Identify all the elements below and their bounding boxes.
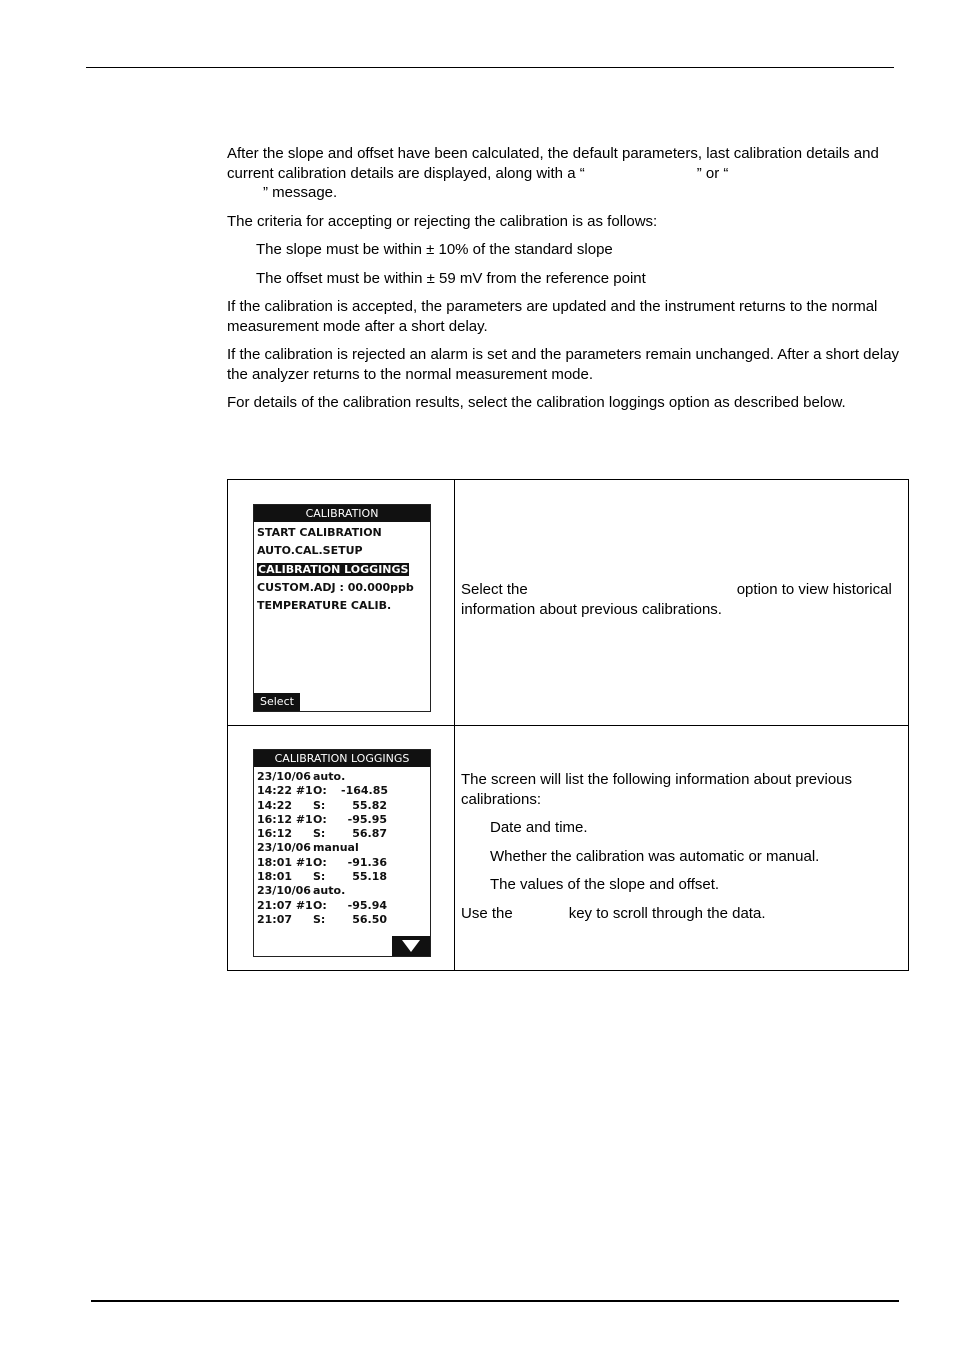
- select-softkey[interactable]: Select: [254, 693, 300, 711]
- log-cell: auto.: [313, 770, 346, 783]
- log-list: [254, 767, 430, 927]
- step2-bullet-date: Date and time.: [490, 819, 588, 836]
- step-row-2: [228, 726, 909, 971]
- step1-text-cell: [455, 480, 909, 726]
- p1-part-c: ” message.: [263, 184, 338, 201]
- paragraph-details: For details of the calibration results, select the calibration loggings option as described below.: [227, 394, 846, 411]
- screen2-cell: [228, 726, 455, 971]
- footer-rule: [91, 1300, 899, 1302]
- log-cell: 21:07 #1: [257, 898, 313, 912]
- step2-bullet-values: The values of the slope and offset.: [490, 876, 720, 893]
- log-row: [254, 813, 430, 827]
- log-cell: O:: [313, 812, 327, 826]
- log-cell: S:: [313, 798, 326, 812]
- log-cell: -164.85: [341, 784, 389, 798]
- step1-text-b: option to view historical information about previous calibrations.: [461, 581, 892, 618]
- log-cell: 23/10/06: [257, 770, 311, 783]
- step2-scroll-text: [461, 904, 902, 924]
- calibration-menu-screen: [253, 504, 431, 712]
- steps-table: [227, 479, 909, 971]
- log-cell: -91.36: [347, 855, 387, 869]
- log-cell: 14:22 #1: [257, 784, 313, 798]
- log-cell: auto.: [313, 884, 346, 898]
- paragraph-criteria: The criteria for accepting or rejecting the calibration is as follows:: [227, 212, 658, 230]
- step1-text-a: Select the: [461, 581, 528, 598]
- calibration-loggings-screen: [253, 749, 431, 957]
- menu-item-calibration-loggings[interactable]: CALIBRATION LOGGINGS: [258, 562, 409, 576]
- log-row: [254, 799, 430, 813]
- log-cell: S:: [313, 912, 326, 926]
- log-row: [254, 884, 430, 898]
- calibration-menu-list: [254, 522, 430, 615]
- screen2-title: CALIBRATION LOGGINGS: [254, 750, 430, 767]
- step2-use-a: Use the: [461, 904, 513, 922]
- menu-item-start-calibration[interactable]: START CALIBRATION: [257, 526, 382, 539]
- screen1-title: CALIBRATION: [254, 505, 430, 522]
- menu-item-auto-cal-setup[interactable]: AUTO.CAL.SETUP: [257, 544, 363, 558]
- log-cell: O:: [313, 855, 327, 869]
- log-cell: 21:07: [257, 912, 293, 926]
- step2-intro: The screen will list the following information about previous calibrations:: [461, 771, 853, 808]
- log-cell: 56.87: [352, 827, 387, 841]
- log-row: [254, 770, 430, 784]
- step-row-1: [228, 480, 909, 726]
- log-row: [254, 913, 430, 927]
- criteria-offset: The offset must be within ± 59 mV from the reference point: [256, 269, 646, 287]
- log-cell: 16:12 #1: [257, 812, 313, 826]
- menu-item-custom-adj[interactable]: CUSTOM.ADJ : 00.000ppb: [257, 580, 414, 594]
- log-cell: 14:22: [257, 798, 293, 812]
- criteria-slope: The slope must be within ± 10% of the standard slope: [256, 241, 613, 258]
- log-cell: 18:01 #1: [257, 855, 313, 869]
- step2-text-cell: [455, 726, 909, 971]
- paragraph-rejected: If the calibration is rejected an alarm is set and the parameters remain unchanged. After a short delay the analyzer returns to the normal measurement mode.: [227, 346, 900, 383]
- log-cell: [341, 770, 387, 784]
- log-cell: 56.50: [352, 912, 387, 926]
- log-cell: 18:01: [257, 870, 293, 884]
- log-row: [254, 899, 430, 913]
- p1-part-b: ” or “: [696, 164, 729, 182]
- log-cell: S:: [313, 827, 326, 841]
- menu-item-temperature-calib[interactable]: TEMPERATURE CALIB.: [257, 599, 392, 613]
- log-row: [254, 784, 430, 798]
- step2-use-b: key to scroll through the data.: [568, 904, 766, 922]
- log-row: [254, 870, 430, 884]
- header-rule: [86, 67, 894, 68]
- log-cell: [341, 884, 387, 898]
- screen1-cell: [228, 480, 455, 726]
- paragraph-accepted: If the calibration is accepted, the parameters are updated and the instrument returns to the normal measurement mode after a short delay.: [227, 298, 878, 335]
- p1-part-a: After the slope and offset have been calculated, the default parameters, last calibration details and current calibration details are displayed, along with a “: [227, 145, 879, 182]
- log-cell: -95.95: [347, 812, 387, 826]
- log-cell: 23/10/06: [257, 841, 311, 855]
- log-cell: O:: [313, 784, 327, 798]
- step2-bullet-mode: Whether the calibration was automatic or manual.: [490, 847, 820, 865]
- log-cell: O:: [313, 898, 327, 912]
- log-cell: S:: [313, 870, 326, 884]
- log-cell: 16:12: [257, 827, 293, 841]
- log-cell: 23/10/06: [257, 884, 311, 898]
- log-cell: 55.18: [352, 870, 387, 884]
- log-cell: [341, 841, 387, 855]
- body-text: [227, 144, 907, 422]
- log-cell: -95.94: [347, 898, 387, 912]
- log-row: [254, 856, 430, 870]
- log-cell: 55.82: [352, 798, 387, 812]
- log-row: [254, 841, 430, 855]
- paragraph-results: [227, 144, 907, 203]
- step1-text: [461, 580, 902, 619]
- log-row: [254, 827, 430, 841]
- down-arrow-icon[interactable]: [392, 936, 430, 956]
- log-cell: manual: [313, 841, 359, 855]
